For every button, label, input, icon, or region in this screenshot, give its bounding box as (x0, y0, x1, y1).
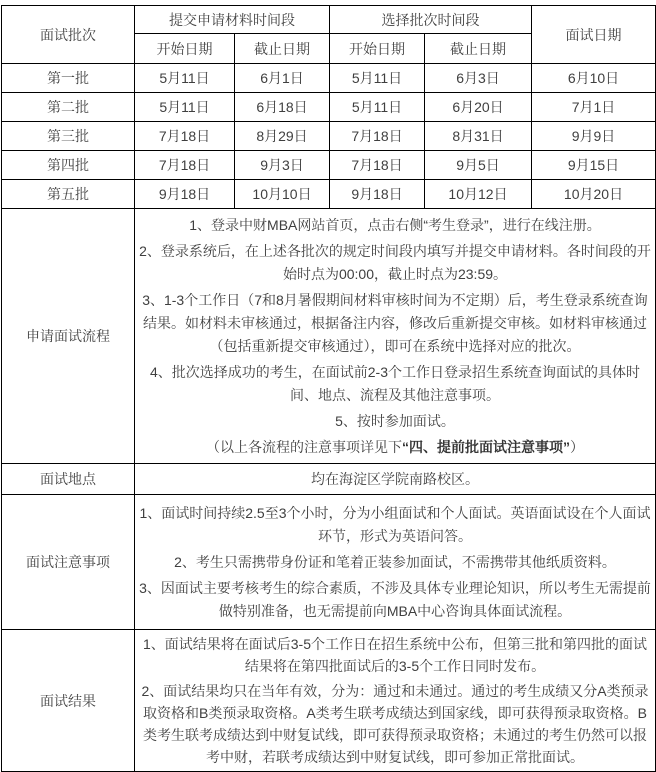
process-step: 3、1-3个工作日（7和8月暑假期间材料审核时间为不定期）后，考生登录系统查询结果。如材料未审核通过，根据备注内容，修改后重新提交审核。如材料审核通过（包括重新提交审核通过），即可在系统中选择对应的批次。 (142, 291, 648, 354)
submit-start-cell: 9月18日 (135, 180, 235, 209)
process-step: 1、登录中财MBA网站首页，点击右侧“考生登录”，进行在线注册。 (189, 216, 601, 233)
batch-name-cell: 第一批 (2, 64, 135, 93)
process-section-content (135, 209, 656, 464)
select-end-cell: 8月31日 (425, 122, 532, 151)
process-section-row (2, 209, 656, 464)
process-step: 2、登录系统后，在上述各批次的规定时间段内填写并提交申请材料。各时间段的开始时点为00:00，截止时点为23:59。 (139, 242, 651, 282)
results-section-label: 面试结果 (2, 630, 135, 772)
submit-start-cell: 7月18日 (135, 122, 235, 151)
interview-date-cell: 9月15日 (532, 151, 656, 180)
submit-start-cell: 7月18日 (135, 151, 235, 180)
results-section-row (2, 630, 656, 772)
select-end-cell: 6月20日 (425, 93, 532, 122)
interview-date-cell: 9月9日 (532, 122, 656, 151)
select-end-cell: 9月5日 (425, 151, 532, 180)
batch-row (2, 151, 656, 180)
batch-name-cell: 第四批 (2, 151, 135, 180)
batch-row (2, 93, 656, 122)
note-item: 3、因面试主要考核考生的综合素质，不涉及具体专业理论知识，所以考生无需提前做特别准备，也无需提前向MBA中心咨询具体面试流程。 (139, 579, 651, 619)
batch-name-cell: 第三批 (2, 122, 135, 151)
process-step: 5、按时参加面试。 (335, 412, 455, 429)
process-note-bold: “四、提前批面试注意事项” (402, 438, 570, 455)
interview-date-cell: 6月10日 (532, 64, 656, 93)
header-submit-start: 开始日期 (135, 34, 235, 64)
select-end-cell: 6月3日 (425, 64, 532, 93)
results-section-content (135, 630, 656, 772)
select-start-cell: 5月11日 (330, 93, 425, 122)
notes-section-row (2, 495, 656, 630)
notes-section-content (135, 495, 656, 630)
submit-start-cell: 5月11日 (135, 64, 235, 93)
process-step: 4、批次选择成功的考生，在面试前2-3个工作日登录招生系统查询面试的具体时间、地点、流程及其他注意事项。 (149, 363, 641, 403)
header-submit-period: 提交申请材料时间段 (135, 6, 330, 34)
header-select-end: 截止日期 (425, 34, 532, 64)
submit-start-cell: 5月11日 (135, 93, 235, 122)
process-note-suffix: ） (570, 438, 584, 455)
select-start-cell: 5月11日 (330, 64, 425, 93)
header-select-start: 开始日期 (330, 34, 425, 64)
submit-end-cell: 8月29日 (235, 122, 330, 151)
submit-end-cell: 6月18日 (235, 93, 330, 122)
process-note-prefix: （以上各流程的注意事项详见下 (206, 438, 402, 455)
submit-end-cell: 9月3日 (235, 151, 330, 180)
select-start-cell: 7月18日 (330, 122, 425, 151)
result-item: 2、面试结果均只在当年有效，分为：通过和未通过。通过的考生成绩又分A类预录取资格和B类预录取资格。A类考生联考成绩达到国家线，即可获得预录取资格。B类考生联考成绩达到中财复试线，即可获得预录取资格；未通过的考生仍然可以报考中财，若联考成绩达到中财复试线，即可参加正常批面试。 (141, 683, 649, 765)
location-section-label: 面试地点 (2, 464, 135, 495)
header-row-groups (2, 6, 656, 34)
select-start-cell: 7月18日 (330, 151, 425, 180)
location-section-content: 均在海淀区学院南路校区。 (135, 464, 656, 495)
select-end-cell: 10月12日 (425, 180, 532, 209)
header-batch-column: 面试批次 (2, 6, 135, 64)
notes-section-label: 面试注意事项 (2, 495, 135, 630)
submit-end-cell: 10月10日 (235, 180, 330, 209)
process-section-label: 申请面试流程 (2, 209, 135, 464)
result-item: 1、面试结果将在面试后3-5个工作日在招生系统中公布，但第三批和第四批的面试结果将在第四批面试后的3-5个工作日同时发布。 (142, 636, 648, 674)
batch-name-cell: 第二批 (2, 93, 135, 122)
location-section-row (2, 464, 656, 495)
interview-batch-table (1, 5, 656, 772)
note-item: 2、考生只需携带身份证和笔着正装参加面试，不需携带其他纸质资料。 (174, 553, 616, 570)
header-select-period: 选择批次时间段 (330, 6, 532, 34)
interview-date-cell: 10月20日 (532, 180, 656, 209)
header-submit-end: 截止日期 (235, 34, 330, 64)
batch-row (2, 180, 656, 209)
process-note (137, 436, 653, 459)
header-interview-date: 面试日期 (532, 6, 656, 64)
note-item: 1、面试时间持续2.5至3个小时，分为小组面试和个人面试。英语面试设在个人面试环节，形式为英语问答。 (139, 504, 651, 544)
batch-row (2, 122, 656, 151)
batch-name-cell: 第五批 (2, 180, 135, 209)
submit-end-cell: 6月1日 (235, 64, 330, 93)
batch-row (2, 64, 656, 93)
select-start-cell: 9月18日 (330, 180, 425, 209)
interview-date-cell: 7月1日 (532, 93, 656, 122)
